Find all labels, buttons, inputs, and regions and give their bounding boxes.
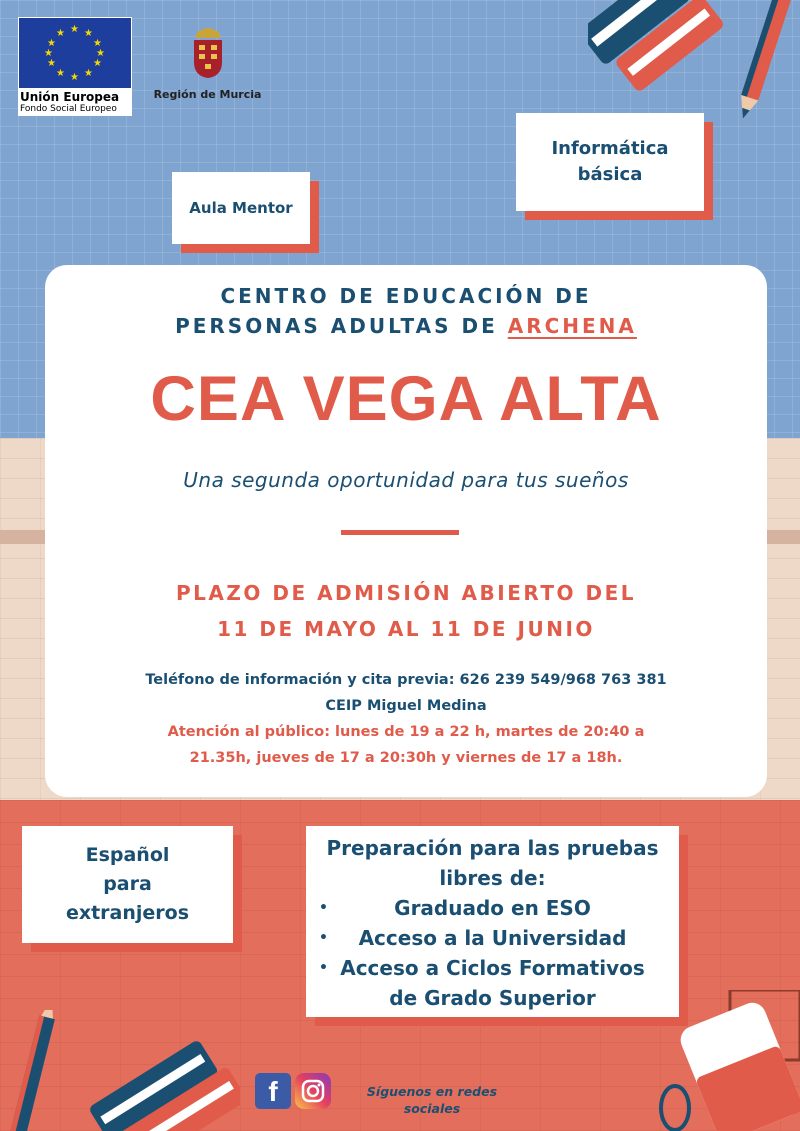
instagram-icon[interactable] (295, 1073, 331, 1109)
main-title: CEA VEGA ALTA (150, 364, 662, 434)
eu-logo (18, 17, 132, 116)
facebook-icon[interactable]: f (255, 1073, 291, 1109)
social-caption-line1: Síguenos en redes (366, 1084, 498, 1099)
tag-espanol-line2: para (103, 873, 152, 895)
social-icons (255, 1073, 331, 1109)
bottom-left-books-icon (80, 1040, 240, 1131)
prep-item-label: Acceso a la Universidad (358, 925, 627, 950)
admission-line2: 11 DE MAYO AL 11 DE JUNIO (217, 617, 595, 641)
prep-item-eso (306, 893, 679, 923)
bullet-icon: • (319, 899, 328, 916)
center-heading-line2 (45, 311, 767, 341)
phone-info: Teléfono de información y cita previa: 626 239 549/968 763 381 (145, 672, 667, 688)
prep-heading-line2: libres de: (439, 865, 546, 890)
prep-item-label: de Grado Superior (389, 985, 596, 1010)
tag-informatica-line2: básica (577, 164, 643, 185)
admission-period (45, 575, 767, 647)
instagram-glyph-icon (295, 1073, 331, 1109)
subtitle: Una segunda oportunidad para tus sueños (183, 468, 629, 492)
prep-item-ciclos-cont (306, 983, 679, 1013)
murcia-coat-of-arms-icon (190, 22, 226, 80)
murcia-label: Región de Murcia (153, 88, 262, 101)
tag-espanol-line1: Español (85, 844, 170, 866)
prep-card (306, 826, 679, 1017)
main-info-card (45, 265, 767, 797)
prep-list (306, 893, 679, 1013)
town-name: ARCHENA (507, 314, 637, 338)
hours-line2: 21.35h, jueves de 17 a 20:30h y viernes de 17 a 18h. (189, 750, 623, 766)
contact-info (45, 667, 767, 771)
eu-fund-name: Fondo Social Europeo (18, 104, 132, 116)
eu-flag-icon: ★ ★ ★ ★ ★ ★ ★ ★ ★ ★ ★ ★ (18, 17, 132, 89)
murcia-logo (150, 22, 265, 101)
eu-name: Unión Europea (18, 89, 132, 104)
bullet-icon: • (319, 959, 328, 976)
tag-aula-mentor (172, 172, 310, 244)
divider (341, 530, 459, 535)
prep-item-ciclos (306, 953, 679, 983)
hours-line1: Atención al público: lunes de 19 a 22 h, martes de 20:40 a (167, 724, 645, 740)
social-caption-line2: sociales (403, 1101, 461, 1116)
admission-line1: PLAZO DE ADMISIÓN ABIERTO DEL (176, 581, 636, 605)
bottom-left-pencil-icon (0, 1010, 70, 1131)
center-heading (45, 281, 767, 341)
social-caption (352, 1083, 512, 1117)
center-heading-line1: CENTRO DE EDUCACIÓN DE (220, 284, 592, 308)
tag-espanol-extranjeros (22, 826, 233, 943)
tag-informatica-line1: Informática (551, 138, 669, 159)
tag-espanol-line3: extranjeros (65, 902, 190, 924)
bullet-icon: • (319, 929, 328, 946)
prep-item-label: Acceso a Ciclos Formativos (340, 955, 645, 980)
prep-item-label: Graduado en ESO (394, 895, 591, 920)
tag-informatica-basica (516, 113, 704, 211)
prep-item-universidad (306, 923, 679, 953)
tag-aula-mentor-label: Aula Mentor (189, 199, 293, 217)
location-info: CEIP Miguel Medina (325, 698, 487, 714)
center-heading-line2-prefix: PERSONAS ADULTAS DE (175, 314, 508, 338)
prep-heading-line1: Preparación para las pruebas (326, 835, 659, 860)
